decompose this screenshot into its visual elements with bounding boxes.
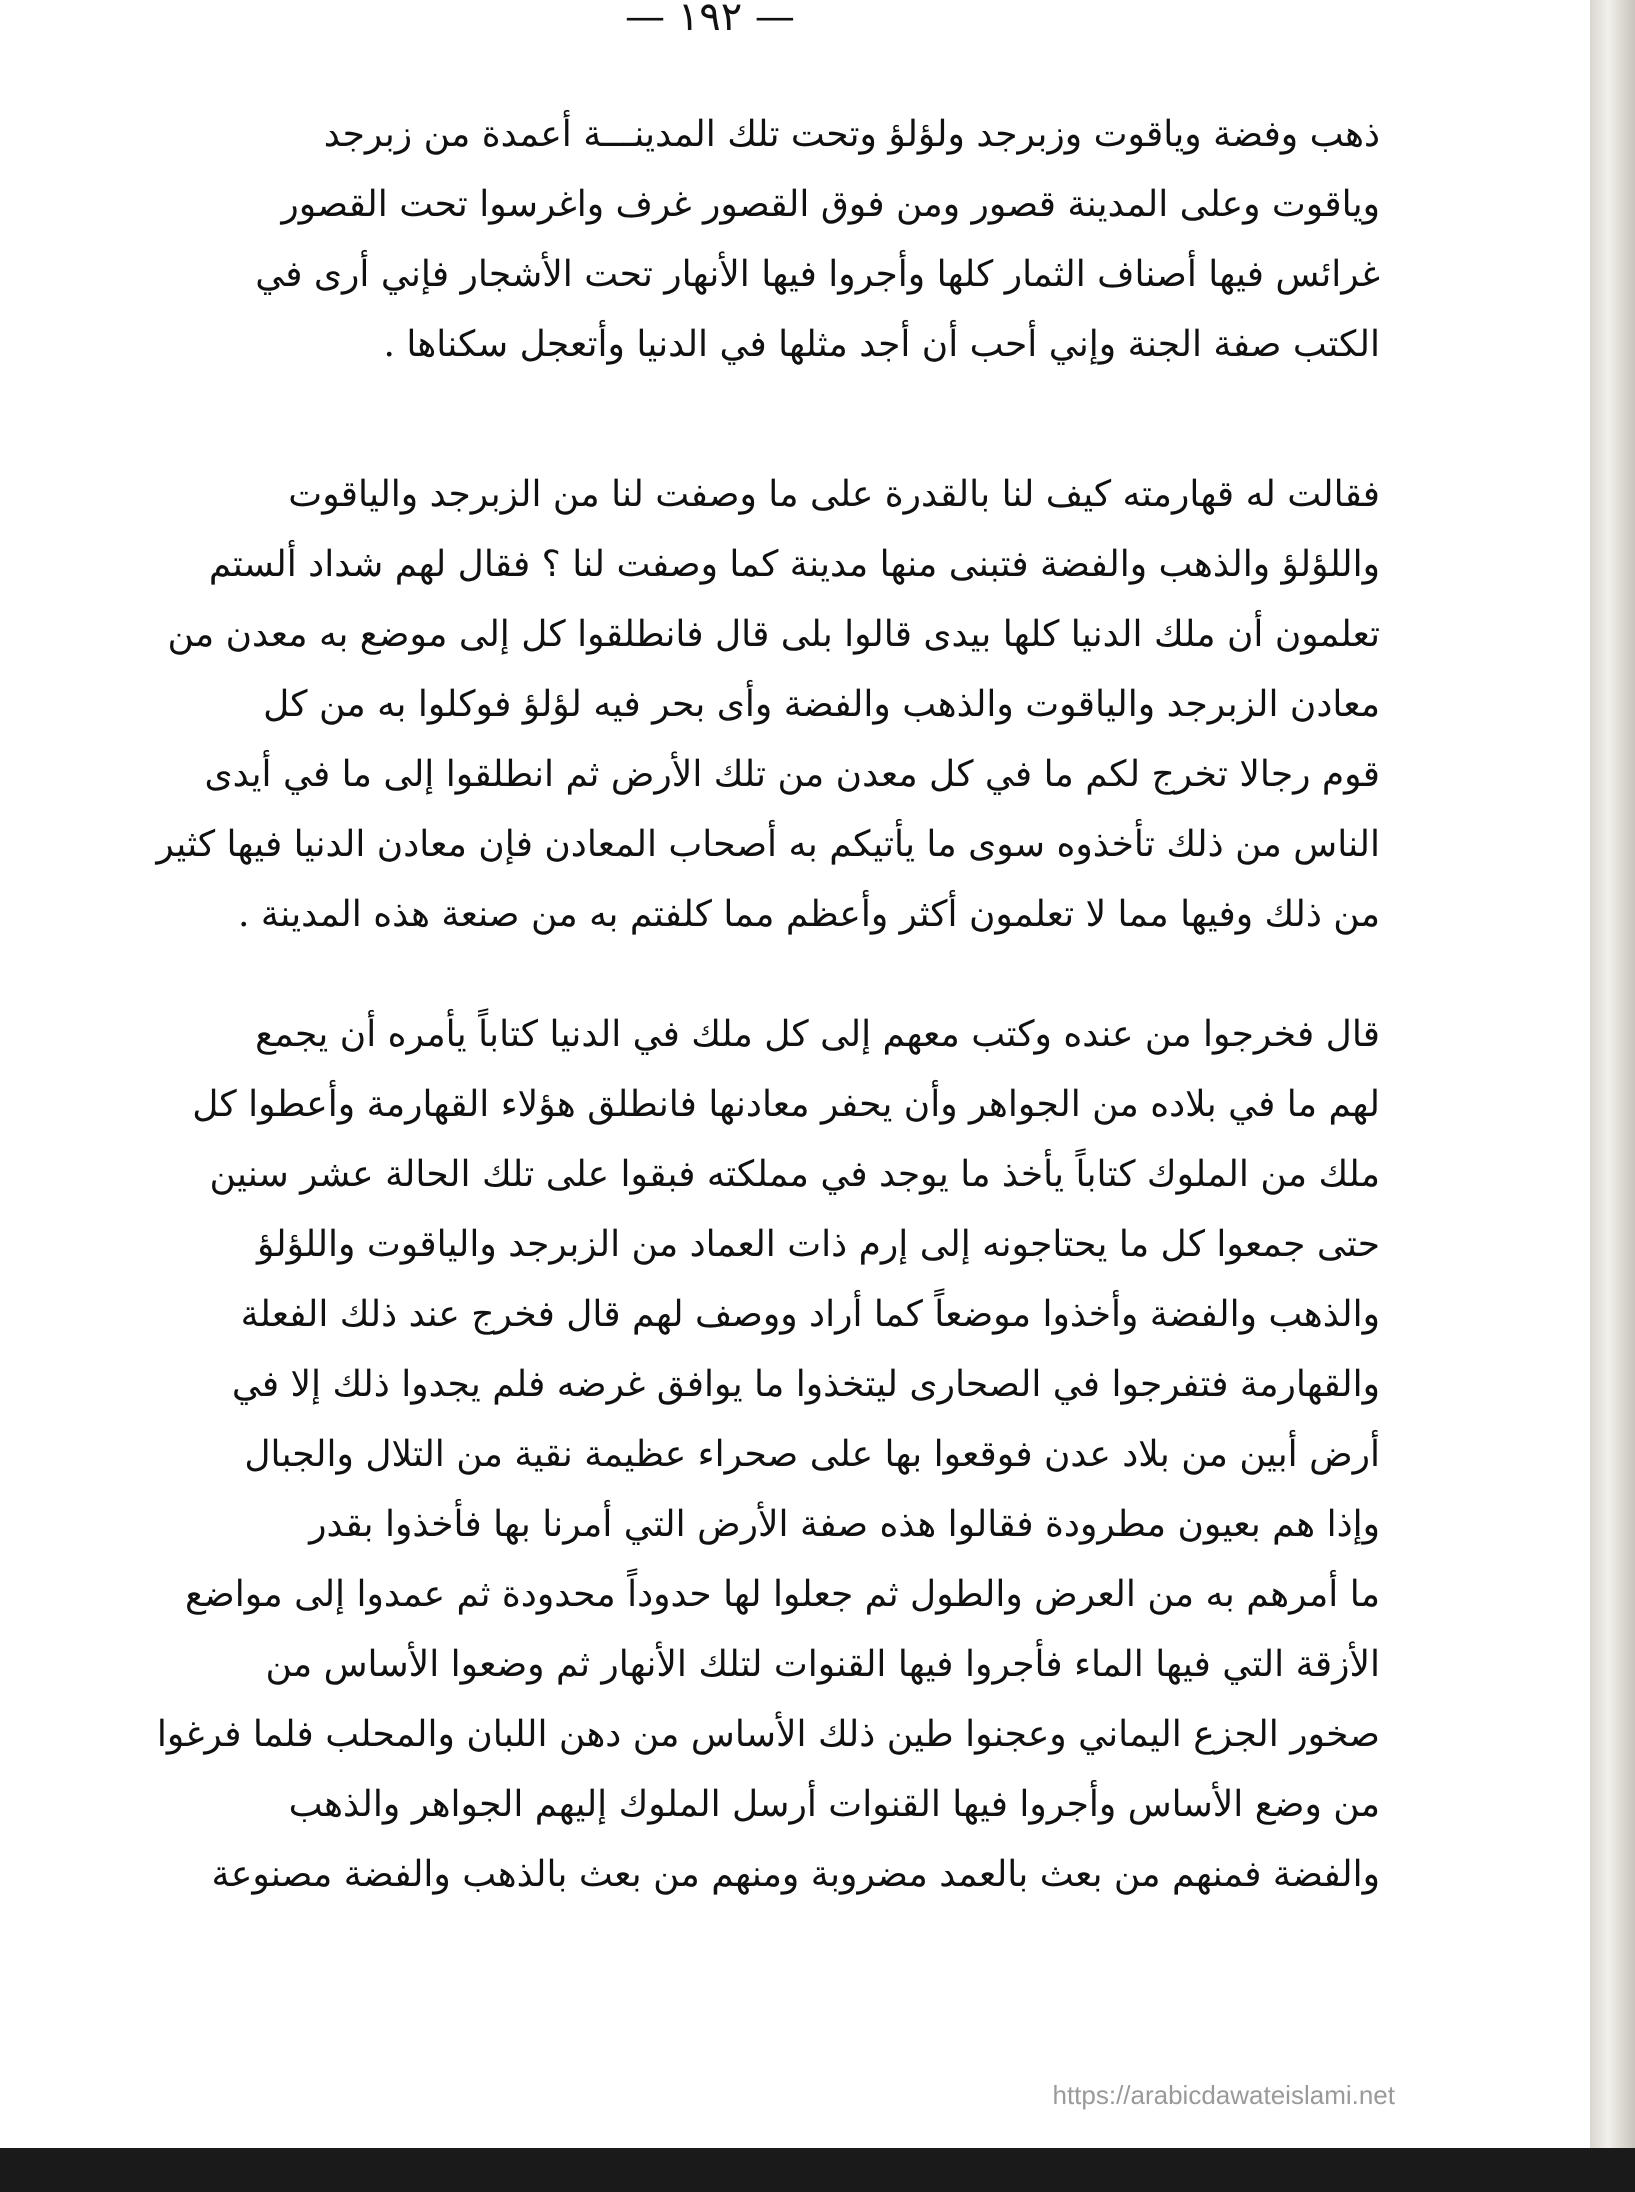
text-line: الكتب صفة الجنة وإني أحب أن أجد مثلها في الدنيا وأتعجل سكناها . — [383, 324, 1380, 365]
text-line: وإذا هم بعيون مطرودة فقالوا هذه صفة الأرض التي أمرنا بها فأخذوا بقدر — [309, 1504, 1380, 1545]
text-line: تعلمون أن ملك الدنيا كلها بيدى قالوا بلى قال فانطلقوا كل إلى موضع به معدن من — [167, 614, 1380, 655]
text-line: قال فخرجوا من عنده وكتب معهم إلى كل ملك في الدنيا كتاباً يأمره أن يجمع — [255, 1014, 1380, 1055]
text-line: والفضة فمنهم من بعث بالعمد مضروبة ومنهم من بعث بالذهب والفضة مصنوعة — [211, 1854, 1380, 1895]
watermark-url: https://arabicdawateislami.net — [1052, 2080, 1395, 2110]
paragraph-3 — [60, 1000, 1380, 1910]
paragraph-2 — [60, 460, 1380, 950]
text-line: فقالت له قهارمته كيف لنا بالقدرة على ما وصفت لنا من الزبرجد والياقوت — [288, 474, 1380, 515]
text-line: ما أمرهم به من العرض والطول ثم جعلوا لها حدوداً محدودة ثم عمدوا إلى مواضع — [185, 1574, 1380, 1615]
text-line: والقهارمة فتفرجوا في الصحارى ليتخذوا ما يوافق غرضه فلم يجدوا ذلك إلا في — [231, 1364, 1380, 1405]
text-line: الناس من ذلك تأخذوه سوى ما يأتيكم به أصحاب المعادن فإن معادن الدنيا فيها كثير — [156, 824, 1380, 865]
text-line: أرض أبين من بلاد عدن فوقعوا بها على صحراء عظيمة نقية من التلال والجبال — [244, 1434, 1380, 1475]
paragraph-1 — [60, 100, 1380, 380]
book-edge — [1590, 0, 1635, 2192]
text-line: وياقوت وعلى المدينة قصور ومن فوق القصور غرف واغرسوا تحت القصور — [281, 184, 1380, 225]
page-number: — ١٩٢ — — [625, 0, 795, 40]
text-line: ذهب وفضة وياقوت وزبرجد ولؤلؤ وتحت تلك المدينـــة أعمدة من زبرجد — [323, 114, 1380, 155]
text-line: حتى جمعوا كل ما يحتاجونه إلى إرم ذات العماد من الزبرجد والياقوت واللؤلؤ — [257, 1224, 1380, 1265]
text-line: واللؤلؤ والذهب والفضة فتبنى منها مدينة كما وصفت لنا ؟ فقال لهم شداد ألستم — [208, 544, 1380, 585]
text-line: غرائس فيها أصناف الثمار كلها وأجروا فيها الأنهار تحت الأشجار فإني أرى في — [255, 254, 1380, 295]
text-line: قوم رجالا تخرج لكم ما في كل معدن من تلك الأرض ثم انطلقوا إلى ما في أيدى — [204, 754, 1380, 795]
text-line: معادن الزبرجد والياقوت والذهب والفضة وأى بحر فيه لؤلؤ فوكلوا به من كل — [263, 684, 1380, 725]
scan-bottom-border — [0, 2148, 1635, 2192]
text-line: من ذلك وفيها مما لا تعلمون أكثر وأعظم مما كلفتم به من صنعة هذه المدينة . — [238, 894, 1380, 935]
text-line: ملك من الملوك كتاباً يأخذ ما يوجد في مملكته فبقوا على تلك الحالة عشر سنين — [209, 1154, 1380, 1195]
text-line: الأزقة التي فيها الماء فأجروا فيها القنوات لتلك الأنهار ثم وضعوا الأساس من — [265, 1644, 1380, 1685]
text-line: من وضع الأساس وأجروا فيها القنوات أرسل الملوك إليهم الجواهر والذهب — [288, 1784, 1380, 1825]
text-line: صخور الجزع اليماني وعجنوا طين ذلك الأساس من دهن اللبان والمحلب فلما فرغوا — [156, 1714, 1380, 1755]
text-line: لهم ما في بلاده من الجواهر وأن يحفر معادنها فانطلق هؤلاء القهارمة وأعطوا كل — [192, 1084, 1380, 1125]
text-line: والذهب والفضة وأخذوا موضعاً كما أراد ووصف لهم قال فخرج عند ذلك الفعلة — [240, 1294, 1380, 1335]
